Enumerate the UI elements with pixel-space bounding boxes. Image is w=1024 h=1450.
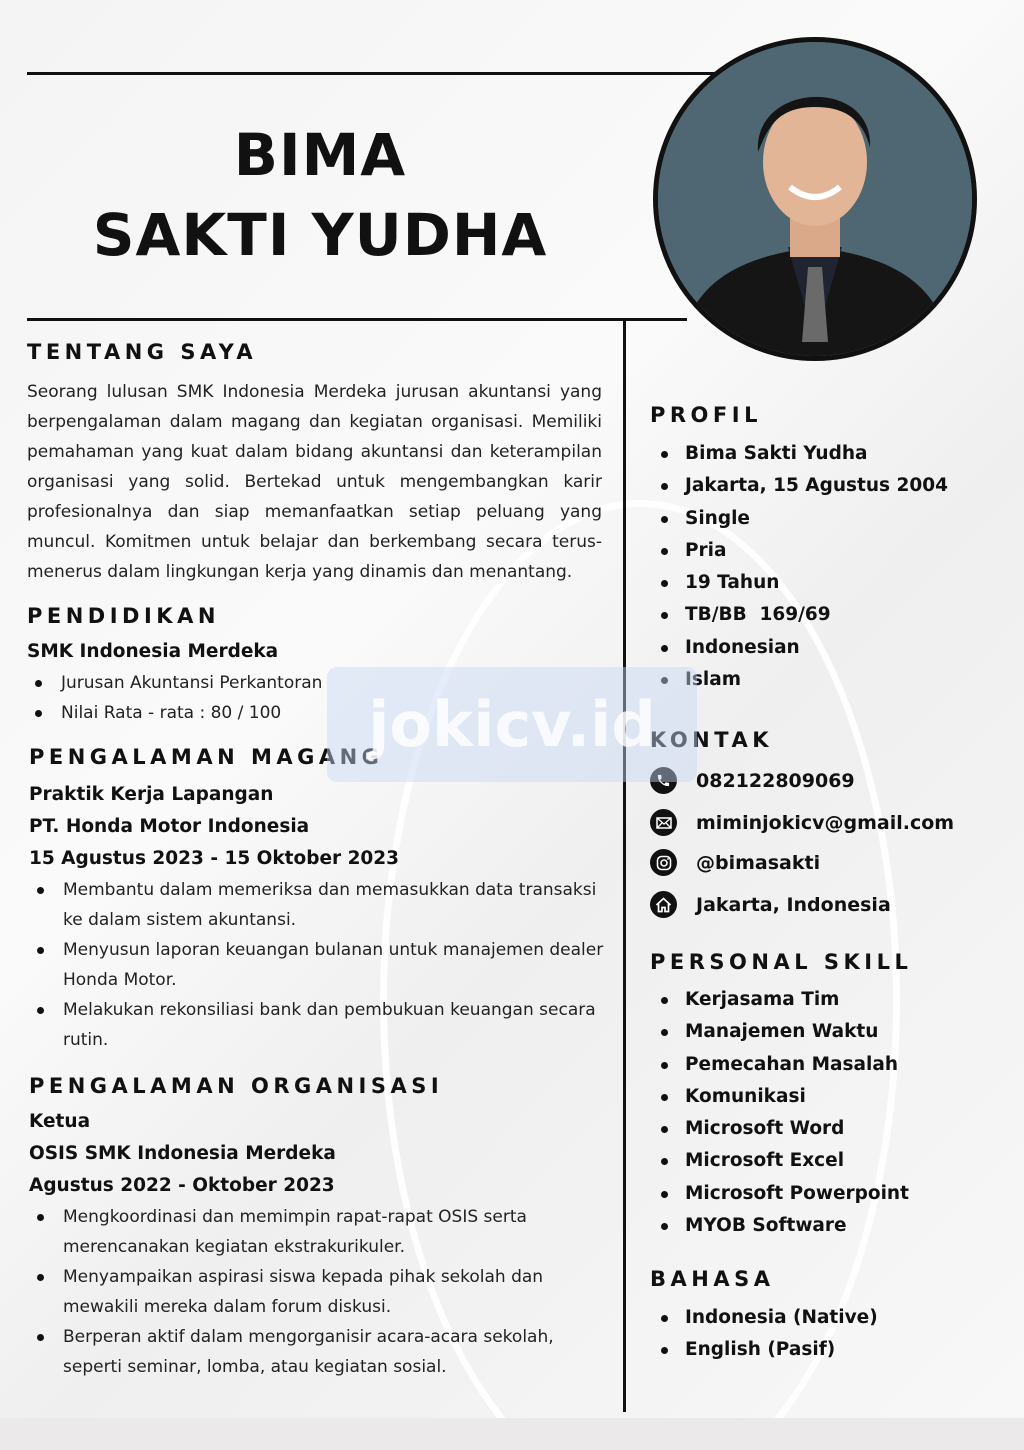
list-item: Berperan aktif dalam mengorganisir acara-acara sekolah, seperti seminar, lomba, atau kegiatan sosial. bbox=[29, 1322, 604, 1382]
list-item: 19 Tahun bbox=[658, 567, 948, 599]
profile-list bbox=[658, 438, 948, 696]
about-text: Seorang lulusan SMK Indonesia Merdeka jurusan akuntansi yang berpengalaman dalam magang dan kegiatan organisasi. Memiliki pemahaman yang kuat dalam bidang akuntansi dan keterampilan organisasi yang solid. Bertekad untuk mengembangkan karir profesionalnya dan siap memanfaatkan setiap peluang yang muncul. Komitmen untuk belajar dan berkembang secara terus-menerus dalam lingkungan kerja yang dinamis dan menantang. bbox=[27, 382, 602, 582]
address: Jakarta, Indonesia bbox=[696, 893, 891, 916]
internship-section bbox=[29, 779, 604, 1055]
list-item: Pria bbox=[658, 535, 948, 567]
organization-name: OSIS SMK Indonesia Merdeka bbox=[29, 1143, 336, 1164]
email-address: miminjokicv@gmail.com bbox=[696, 811, 955, 834]
profile-photo bbox=[653, 37, 977, 361]
list-item: Microsoft Word bbox=[658, 1113, 909, 1145]
instagram-handle: @bimasakti bbox=[696, 851, 821, 874]
list-item: Indonesian bbox=[658, 632, 948, 664]
name-line1: BIMA bbox=[233, 121, 407, 189]
list-item: Bima Sakti Yudha bbox=[658, 438, 948, 470]
organization-period: Agustus 2022 - Oktober 2023 bbox=[29, 1175, 335, 1196]
internship-role: Praktik Kerja Lapangan bbox=[29, 784, 274, 805]
divider bbox=[27, 72, 717, 75]
instagram-icon bbox=[650, 849, 677, 876]
list-item: Menyusun laporan keuangan bulanan untuk manajemen dealer Honda Motor. bbox=[29, 935, 604, 995]
organization-role: Ketua bbox=[29, 1111, 91, 1132]
list-item: Kerjasama Tim bbox=[658, 984, 909, 1016]
profile-heading: PROFIL bbox=[650, 403, 762, 427]
languages-list bbox=[658, 1302, 878, 1367]
list-item: Microsoft Excel bbox=[658, 1145, 909, 1177]
internship-company: PT. Honda Motor Indonesia bbox=[29, 816, 310, 837]
internship-period: 15 Agustus 2023 - 15 Oktober 2023 bbox=[29, 848, 400, 869]
list-item: Islam bbox=[658, 664, 948, 696]
education-heading: PENDIDIKAN bbox=[27, 604, 220, 628]
list-item: Mengkoordinasi dan memimpin rapat-rapat OSIS serta merencanakan kegiatan ekstrakurikuler. bbox=[29, 1202, 604, 1262]
list-item: Nilai Rata - rata : 80 / 100 bbox=[27, 698, 602, 728]
contact-email bbox=[650, 809, 954, 836]
internship-heading: PENGALAMAN MAGANG bbox=[29, 745, 384, 769]
mail-icon bbox=[650, 809, 677, 836]
skills-heading: PERSONAL SKILL bbox=[650, 950, 913, 974]
divider bbox=[27, 318, 687, 321]
list-item: Single bbox=[658, 503, 948, 535]
contact-heading: KONTAK bbox=[650, 728, 773, 752]
skills-list bbox=[658, 984, 909, 1242]
list-item: Manajemen Waktu bbox=[658, 1016, 909, 1048]
list-item: TB/BB 169/69 bbox=[658, 599, 948, 631]
about-heading: TENTANG SAYA bbox=[27, 340, 258, 364]
list-item: Melakukan rekonsiliasi bank dan pembukuan keuangan secara rutin. bbox=[29, 995, 604, 1055]
list-item: Pemecahan Masalah bbox=[658, 1049, 909, 1081]
phone-number: 082122809069 bbox=[696, 769, 855, 792]
list-item: Jurusan Akuntansi Perkantoran bbox=[27, 668, 602, 698]
home-icon bbox=[650, 891, 677, 918]
contact-instagram bbox=[650, 849, 820, 876]
list-item: Indonesia (Native) bbox=[658, 1302, 878, 1334]
list-item: English (Pasif) bbox=[658, 1334, 878, 1366]
list-item: Microsoft Powerpoint bbox=[658, 1178, 909, 1210]
list-item: Komunikasi bbox=[658, 1081, 909, 1113]
name-line2: SAKTI YUDHA bbox=[92, 201, 548, 269]
list-item: Membantu dalam memeriksa dan memasukkan data transaksi ke dalam sistem akuntansi. bbox=[29, 875, 604, 935]
list-item: Jakarta, 15 Agustus 2004 bbox=[658, 470, 948, 502]
column-divider bbox=[623, 320, 626, 1412]
watermark: jokicv.id bbox=[327, 667, 697, 782]
languages-heading: BAHASA bbox=[650, 1267, 775, 1291]
organization-heading: PENGALAMAN ORGANISASI bbox=[29, 1074, 444, 1098]
organization-section bbox=[29, 1106, 604, 1382]
school-name: SMK Indonesia Merdeka bbox=[27, 641, 279, 662]
list-item: Menyampaikan aspirasi siswa kepada pihak sekolah dan mewakili mereka dalam forum diskusi. bbox=[29, 1262, 604, 1322]
list-item: MYOB Software bbox=[658, 1210, 909, 1242]
contact-address bbox=[650, 891, 891, 918]
